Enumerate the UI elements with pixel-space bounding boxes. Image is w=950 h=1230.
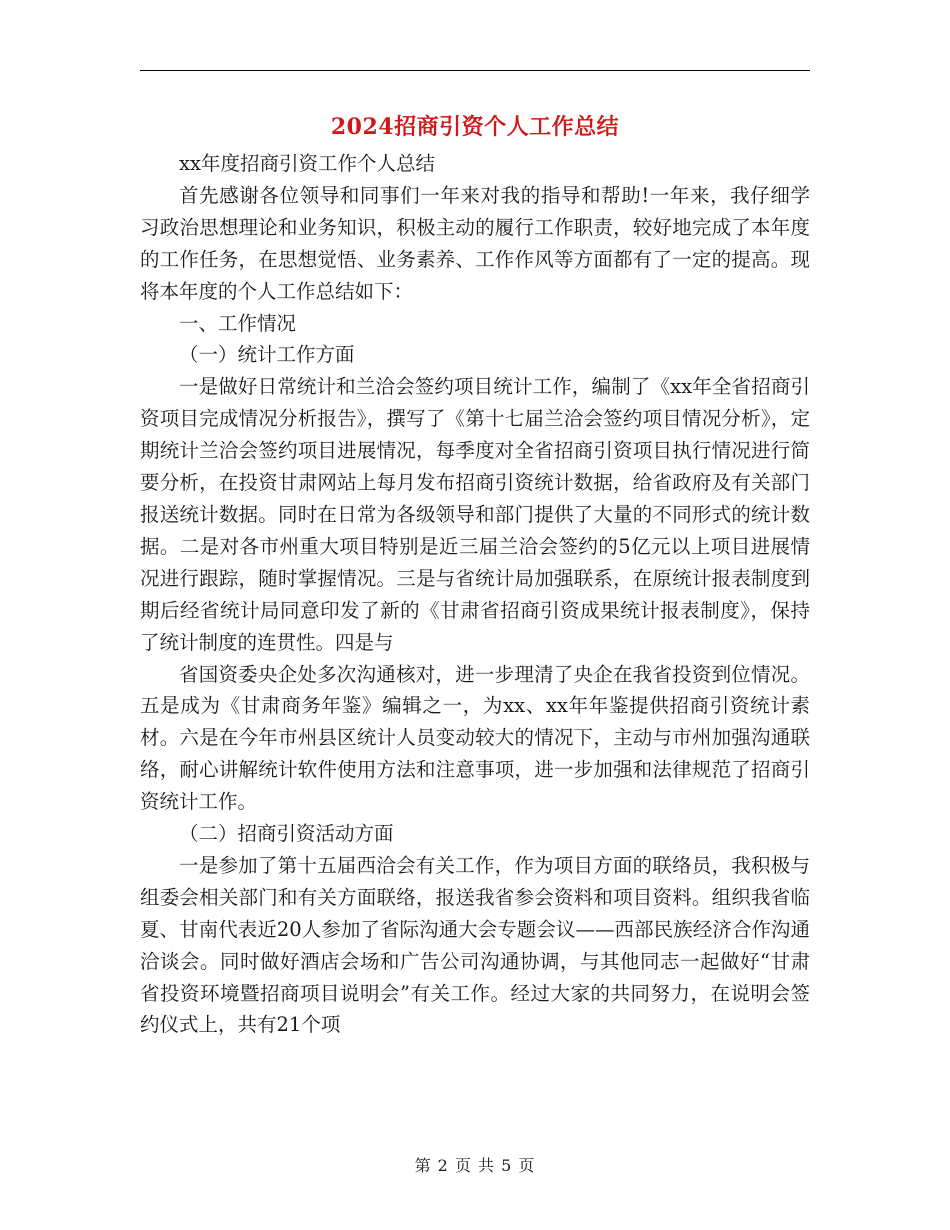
document-title: 2024招商引资个人工作总结 <box>330 114 620 140</box>
paragraph-activities-1: 一是参加了第十五届西洽会有关工作，作为项目方面的联络员，我积极与组委会相关部门和有关方面联络，报送我省参会资料和项目资料。组织我省临夏、甘南代表近20人参加了省际沟通大会专题会议——西部民族经济合作沟通洽谈会。同时做好酒店会场和广告公司沟通协调，与其他同志一起做好“甘肃省投资环境暨招商项目说明会”有关工作。经过大家的共同努力，在说明会签约仪式上，共有21个项 <box>140 853 810 1037</box>
paragraph-subtitle: xx年度招商引资工作个人总结 <box>179 152 435 175</box>
paragraph-statistics-1: 一是做好日常统计和兰洽会签约项目统计工作，编制了《xx年全省招商引资项目完成情况分析报告》，撰写了《第十七届兰洽会签约项目情况分析》，定期统计兰洽会签约项目进展情况，每季度对全省招商引资项目执行情况进行简要分析，在投资甘肃网站上每月发布招商引资统计数据，给省政府及有关部门报送统计数据。同时在日常为各级领导和部门提供了大量的不同形式的统计数据。二是对各市州重大项目特别是近三届兰洽会签约的5亿元以上项目进展情况进行跟踪，随时掌握情况。三是与省统计局加强联系，在原统计报表制度到期后经省统计局同意印发了新的《甘肃省招商引资成果统计报表制度》，保持了统计制度的连贯性。四是与 <box>140 375 810 654</box>
subsection-heading-statistics: （一）统计工作方面 <box>179 343 355 367</box>
page-number-footer: 第 2 页 共 5 页 <box>414 1156 536 1175</box>
document-body <box>140 148 810 1041</box>
header-rule <box>140 70 810 71</box>
paragraph-intro: 首先感谢各位领导和同事们一年来对我的指导和帮助!一年来，我仔细学习政治思想理论和业务知识，积极主动的履行工作职责，较好地完成了本年度的工作任务，在思想觉悟、业务素养、工作作风等方面都有了一定的提高。现将本年度的个人工作总结如下： <box>140 183 810 303</box>
section-heading-work: 一、工作情况 <box>179 311 297 335</box>
subsection-heading-activities: （二）招商引资活动方面 <box>179 822 394 846</box>
paragraph-statistics-2: 省国资委央企处多次沟通核对，进一步理清了央企在我省投资到位情况。五是成为《甘肃商务年鉴》编辑之一，为xx、xx年年鉴提供招商引资统计素材。六是在今年市州县区统计人员变动较大的情况下，主动与市州加强沟通联络，耐心讲解统计软件使用方法和注意事项，进一步加强和法律规范了招商引资统计工作。 <box>140 662 810 814</box>
